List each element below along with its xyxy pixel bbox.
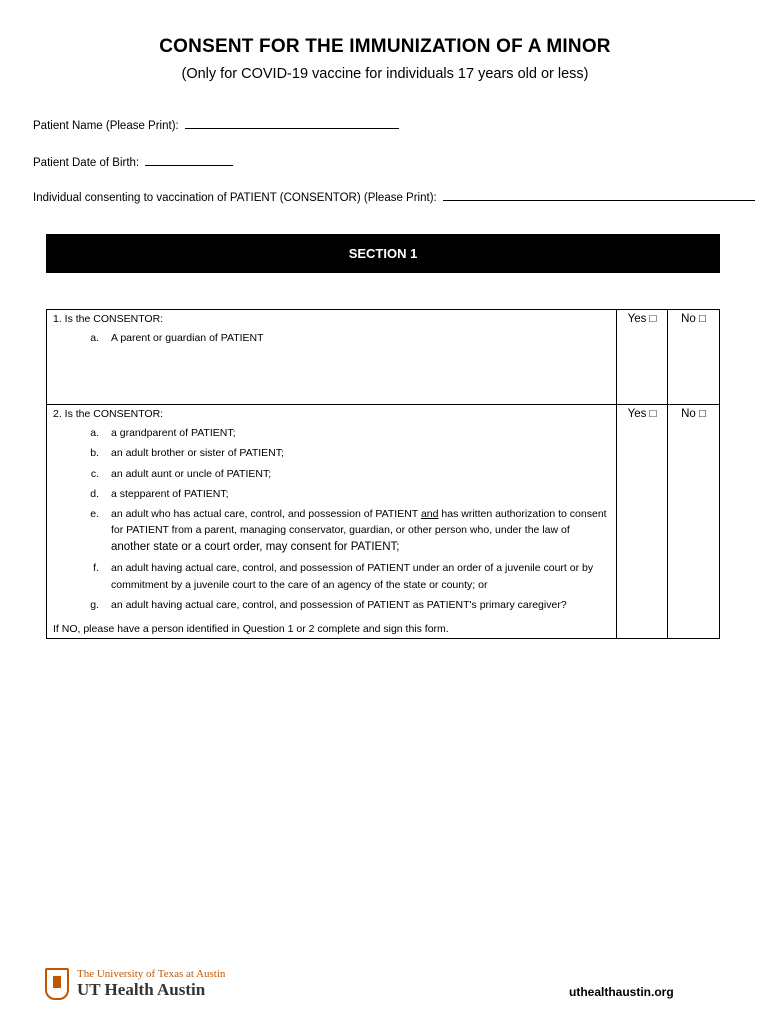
item-letter: d.: [90, 487, 99, 500]
item-text: an adult aunt or uncle of PATIENT;: [111, 467, 272, 480]
form-title: CONSENT FOR THE IMMUNIZATION OF A MINOR: [159, 36, 611, 57]
consentor-field: [33, 190, 755, 204]
question-2-row: [47, 405, 720, 639]
item-text: a stepparent of PATIENT;: [111, 487, 229, 500]
item-e-text-before: an adult who has actual care, control, and possession of PATIENT: [111, 508, 419, 521]
question-1-row: [47, 310, 720, 405]
item-text: an adult brother or sister of PATIENT;: [111, 447, 284, 460]
item-letter: a.: [90, 427, 99, 439]
item-letter: e.: [90, 508, 99, 521]
item-text: A parent or guardian of PATIENT: [111, 332, 264, 344]
consentor-label: Individual consenting to vaccination of PATIENT (CONSENTOR) (Please Print):: [33, 192, 437, 204]
dob-label: Patient Date of Birth:: [33, 157, 140, 169]
dob-field: [33, 155, 233, 169]
dob-line[interactable]: [145, 155, 233, 166]
item-letter: f.: [93, 562, 99, 575]
item-text: an adult having actual care, control, and possession of PATIENT as PATIENT's primary caregiver?: [111, 598, 567, 611]
item-f-text: an adult having actual care, control, and possession of PATIENT under an order of a juvenile court or by: [111, 562, 594, 575]
question-table: [46, 309, 720, 639]
question-2-text: 2. Is the CONSENTOR:: [53, 408, 164, 420]
logo-text: [77, 968, 225, 1000]
question-1-no-checkbox[interactable]: No □: [668, 310, 720, 405]
patient-name-label: Patient Name (Please Print):: [33, 120, 179, 132]
item-f-cont: commitment by a juvenile court to the care of an agency of the state or county; or: [111, 578, 488, 591]
item-e-underlined: and: [420, 508, 439, 521]
website-url: uthealthaustin.org: [569, 985, 674, 999]
logo-university-text: The University of Texas at Austin: [77, 968, 226, 980]
consentor-line[interactable]: [443, 190, 755, 201]
question-2-item-f: [53, 560, 610, 593]
if-no-note: If NO, please have a person identified in Question 1 or 2 complete and sign this form.: [53, 623, 449, 636]
question-2-no-checkbox[interactable]: No □: [668, 405, 720, 639]
item-text: [105, 506, 610, 556]
form-subtitle: (Only for COVID-19 vaccine for individuals 17 years old or less): [181, 66, 589, 82]
question-2-item-c: [53, 466, 610, 482]
question-2-item-a: [53, 425, 610, 441]
question-2-yes-checkbox[interactable]: Yes □: [617, 405, 668, 639]
patient-name-field: [33, 118, 399, 132]
logo-main-text: UT Health Austin: [77, 980, 206, 999]
item-e-cont1: for PATIENT from a parent, managing conservator, guardian, or other person who, under the law of: [111, 524, 570, 537]
item-text: a grandparent of PATIENT;: [111, 427, 236, 439]
item-letter: a.: [90, 332, 99, 344]
item-letter: c.: [90, 467, 99, 480]
patient-name-line[interactable]: [185, 118, 399, 129]
question-1-yes-checkbox[interactable]: Yes □: [617, 310, 668, 405]
item-letter: g.: [90, 598, 99, 611]
question-2-item-b: [53, 445, 610, 461]
ut-health-logo: [45, 968, 225, 1000]
question-2-cell: [47, 405, 617, 639]
item-letter: b.: [90, 447, 99, 460]
question-2-item-e: [53, 506, 610, 556]
section-label: SECTION 1: [348, 246, 418, 261]
shield-icon: [45, 968, 69, 1000]
item-e-text-after: has written authorization to consent: [441, 508, 607, 521]
question-1-text: 1. Is the CONSENTOR:: [53, 313, 164, 325]
section-header: [46, 234, 720, 273]
item-text: [105, 560, 610, 593]
question-2-item-d: [53, 486, 610, 502]
item-e-cont2: another state or a court order, may consent for PATIENT;: [111, 540, 400, 553]
question-1-cell: [47, 310, 617, 405]
question-1-item-a: [53, 330, 610, 346]
question-2-item-g: [53, 597, 610, 613]
